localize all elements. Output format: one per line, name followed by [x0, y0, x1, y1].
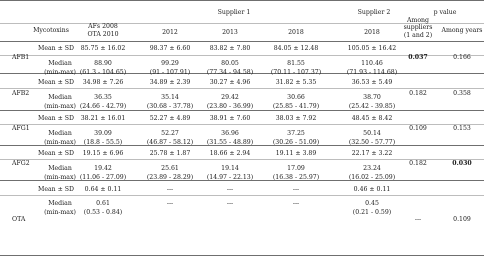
mean-value: 34.98 ± 7.26: [82, 79, 124, 86]
mean-value: 18.66 ± 2.94: [209, 150, 251, 157]
median-value: 30.66: [287, 94, 305, 101]
mean-value: 83.82 ± 7.80: [209, 45, 251, 52]
median-value: 17.09: [287, 165, 305, 172]
median-label: Median: [48, 94, 72, 101]
range-value: (30.68 - 37.78): [146, 103, 194, 110]
median-value: 23.24: [363, 165, 381, 172]
mean-value: 19.15 ± 6.96: [82, 150, 124, 157]
p-value-years: 0.030: [452, 160, 472, 167]
range-value: (91 - 107.91): [149, 69, 191, 76]
toxin-label: AFG1: [12, 125, 30, 132]
median-label: Median: [48, 130, 72, 137]
mean-value: 48.45 ± 8.42: [351, 115, 393, 122]
median-value: 35.14: [161, 94, 179, 101]
median-value: 36.96: [221, 130, 239, 137]
mean-value: 0.46 ± 0.11: [353, 186, 391, 193]
col-header-2018-s2: 2018: [364, 29, 380, 36]
median-label: Median: [48, 60, 72, 67]
mean-value: 30.27 ± 4.96: [209, 79, 251, 86]
range-value: (16.02 - 25.09): [348, 174, 396, 181]
median-label: (min-max): [44, 103, 76, 110]
range-value: (11.06 - 27.09): [79, 174, 127, 181]
col-header-ota: OTA 2010: [87, 31, 119, 38]
mean-value: 105.05 ± 16.42: [347, 45, 397, 52]
mean-sd-label: Mean ± SD: [38, 45, 74, 52]
median-value: ---: [292, 200, 300, 207]
p-value-years: 0.166: [453, 54, 471, 61]
col-header-among-suppliers: Among: [406, 17, 430, 24]
range-value: (25.42 - 39.85): [348, 103, 396, 110]
range-value: (61.3 - 104.65): [79, 69, 127, 76]
median-value: ---: [226, 200, 234, 207]
mean-value: ---: [166, 186, 174, 193]
median-value: 0.45: [365, 200, 379, 207]
median-value: 19.42: [94, 165, 112, 172]
col-header-2012: 2012: [162, 29, 178, 36]
median-label: (min-max): [44, 69, 76, 76]
mean-value: 52.27 ± 4.89: [149, 115, 191, 122]
median-value: 39.09: [94, 130, 112, 137]
col-header-supplier2: Supplier 2: [357, 9, 391, 16]
median-value: 88.90: [94, 60, 112, 67]
range-value: (71.93 - 114.68): [346, 69, 398, 76]
range-value: (24.66 - 42.79): [79, 103, 127, 110]
median-value: 52.27: [161, 130, 179, 137]
mean-sd-label: Mean ± SD: [38, 115, 74, 122]
toxin-label: AFG2: [12, 160, 30, 167]
p-value-suppliers: 0.037: [408, 54, 428, 61]
range-value: (70.11 - 107.37): [270, 69, 322, 76]
col-header-pvalue: p value: [433, 9, 457, 16]
median-value: 0.61: [96, 200, 110, 207]
row-divider: [0, 195, 484, 196]
mean-sd-label: Mean ± SD: [38, 150, 74, 157]
col-header-2018-s1: 2018: [288, 29, 304, 36]
mean-value: 85.75 ± 16.02: [80, 45, 126, 52]
mean-value: 22.17 ± 3.22: [351, 150, 393, 157]
range-value: (0.53 - 0.84): [83, 209, 123, 216]
mean-value: 98.37 ± 6.60: [149, 45, 191, 52]
mean-sd-label: Mean ± SD: [38, 186, 74, 193]
median-value: 37.25: [287, 130, 305, 137]
mean-value: 0.64 ± 0.11: [84, 186, 122, 193]
col-header-among-suppliers: suppliers: [403, 24, 433, 31]
p-value-years: 0.109: [453, 215, 471, 223]
median-value: 38.70: [363, 94, 381, 101]
mean-value: 19.11 ± 3.89: [275, 150, 317, 157]
median-value: 50.14: [363, 130, 381, 137]
median-label: Median: [48, 200, 72, 207]
median-value: 29.42: [221, 94, 239, 101]
toxin-label: AFB2: [12, 89, 30, 97]
mean-value: 84.05 ± 12.48: [273, 45, 319, 52]
p-value-years: 0.153: [453, 125, 471, 132]
col-header-among-suppliers: (1 and 2): [403, 32, 433, 39]
mean-value: 34.89 ± 2.39: [149, 79, 191, 86]
toxin-label: OTA: [12, 215, 26, 223]
range-value: (16.38 - 25.97): [272, 174, 320, 181]
range-value: (31.55 - 48.89): [206, 139, 254, 146]
range-value: (23.80 - 36.99): [206, 103, 254, 110]
mean-value: 38.03 ± 7.92: [275, 115, 317, 122]
col-header-2013: 2013: [222, 29, 238, 36]
mean-value: 31.82 ± 5.35: [275, 79, 317, 86]
mean-value: 38.21 ± 16.01: [80, 115, 126, 122]
p-value-suppliers: 0.182: [409, 89, 427, 97]
header-bottom-rule: [0, 41, 484, 42]
median-value: 99.29: [161, 60, 179, 67]
col-header-mycotoxins: Mycotoxins: [33, 27, 69, 34]
median-label: Median: [48, 165, 72, 172]
table-top-rule: [0, 0, 484, 1]
p-value-suppliers: ---: [414, 215, 422, 223]
range-value: (0.21 - 0.59): [352, 209, 392, 216]
median-value: 110.46: [361, 60, 383, 67]
col-header-among-years: Among years: [441, 27, 483, 34]
mean-value: 36.53 ± 5.49: [351, 79, 393, 86]
range-value: (30.26 - 51.09): [272, 139, 320, 146]
median-label: (min-max): [44, 139, 76, 146]
range-value: (18.8 - 55.5): [83, 139, 123, 146]
median-value: ---: [166, 200, 174, 207]
col-header-afs: AFs 2008: [88, 23, 118, 30]
median-value: 80.05: [221, 60, 239, 67]
median-value: 36.35: [94, 94, 112, 101]
p-value-years: 0.358: [453, 89, 471, 97]
mean-value: ---: [226, 186, 234, 193]
p-value-suppliers: 0.182: [409, 160, 427, 167]
median-value: 19.14: [221, 165, 239, 172]
range-value: (32.50 - 57.77): [348, 139, 396, 146]
range-value: (23.89 - 28.29): [146, 174, 194, 181]
mean-value: 25.78 ± 1.87: [149, 150, 191, 157]
median-value: 25.61: [161, 165, 179, 172]
toxin-label: AFB1: [12, 54, 30, 61]
range-value: (14.97 - 22.13): [206, 174, 254, 181]
range-value: (77.34 - 94.58): [206, 69, 254, 76]
median-value: 81.55: [287, 60, 305, 67]
mean-value: 38.91 ± 7.60: [209, 115, 251, 122]
p-value-suppliers: 0.109: [409, 125, 427, 132]
median-label: (min-max): [44, 209, 76, 216]
range-value: (46.87 - 58.12): [146, 139, 194, 146]
range-value: (25.85 - 41.79): [272, 103, 320, 110]
mean-value: ---: [292, 186, 300, 193]
mean-sd-label: Mean ± SD: [38, 79, 74, 86]
median-label: (min-max): [44, 174, 76, 181]
col-header-supplier1: Supplier 1: [217, 9, 251, 16]
